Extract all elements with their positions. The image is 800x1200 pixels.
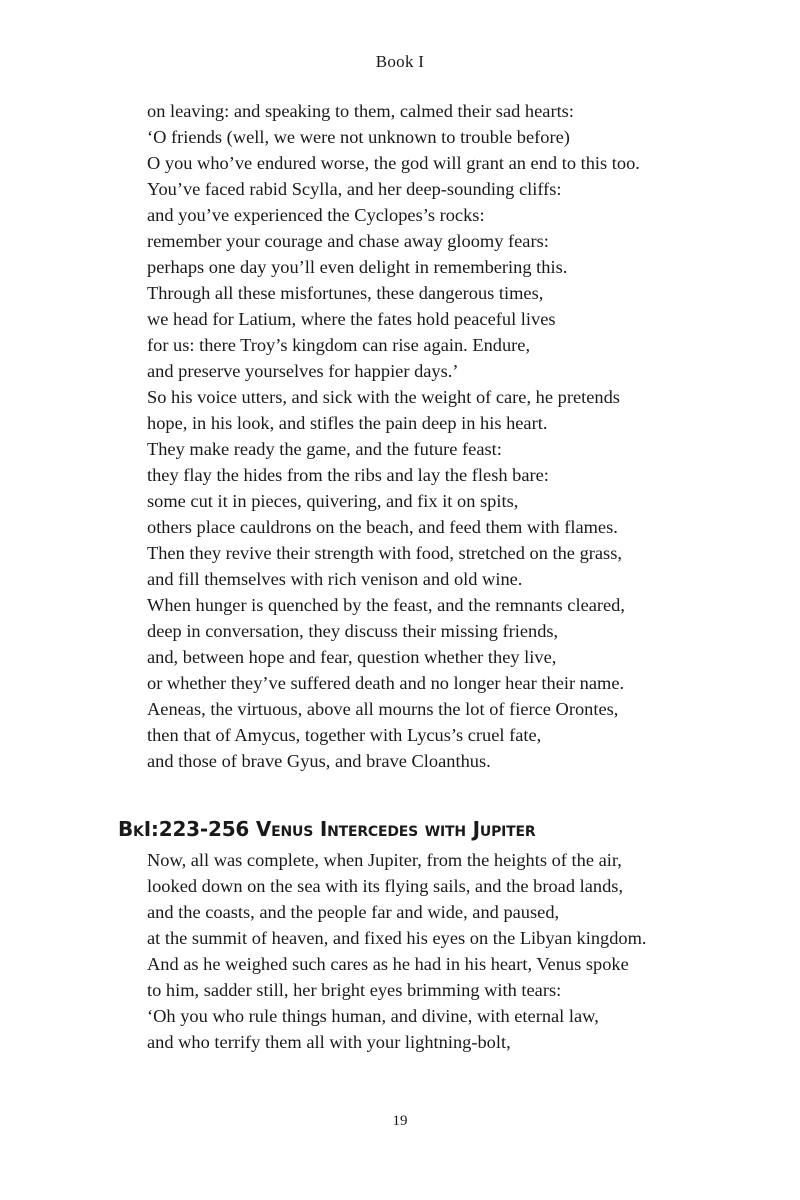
verse-line: Aeneas, the virtuous, above all mourns the lot of fierce Orontes, [147,699,619,719]
verse-line: Now, all was complete, when Jupiter, from the heights of the air, [147,850,622,870]
verse-line: and, between hope and fear, question whether they live, [147,647,557,667]
verse-line: Through all these misfortunes, these dangerous times, [147,283,544,303]
section-heading: BkI:223-256 Venus Intercedes with Jupiter [118,817,536,841]
verse-line: So his voice utters, and sick with the weight of care, he pretends [147,387,620,407]
verse-line: and who terrify them all with your lightning-bolt, [147,1032,511,1052]
verse-line: And as he weighed such cares as he had in his heart, Venus spoke [147,954,629,974]
verse-line: and you’ve experienced the Cyclopes’s rocks: [147,205,485,225]
verse-line: then that of Amycus, together with Lycus’s cruel fate, [147,725,542,745]
verse-line: hope, in his look, and stifles the pain deep in his heart. [147,413,548,433]
verse-line: looked down on the sea with its flying sails, and the broad lands, [147,876,624,896]
verse-line: some cut it in pieces, quivering, and fix it on spits, [147,491,519,511]
verse-line: or whether they’ve suffered death and no longer hear their name. [147,673,625,693]
running-head: Book I [375,52,425,71]
verse-line: ‘Oh you who rule things human, and divine, with eternal law, [147,1006,599,1026]
page-number: 19 [392,1113,408,1129]
verse-passage-2 [147,847,647,1055]
verse-passage-1 [147,98,640,774]
verse-line: they flay the hides from the ribs and lay the flesh bare: [147,465,549,485]
verse-line: Then they revive their strength with food, stretched on the grass, [147,543,622,563]
verse-line: O you who’ve endured worse, the god will grant an end to this too. [147,153,640,173]
verse-line: and the coasts, and the people far and wide, and paused, [147,902,560,922]
verse-line: we head for Latium, where the fates hold peaceful lives [147,309,556,329]
verse-line: You’ve faced rabid Scylla, and her deep-sounding cliffs: [147,179,562,199]
verse-line: others place cauldrons on the beach, and feed them with flames. [147,517,618,537]
verse-line: to him, sadder still, her bright eyes brimming with tears: [147,980,562,1000]
verse-line: deep in conversation, they discuss their missing friends, [147,621,559,641]
verse-line: ‘O friends (well, we were not unknown to trouble before) [147,127,570,147]
verse-line: for us: there Troy’s kingdom can rise again. Endure, [147,335,531,355]
verse-line: When hunger is quenched by the feast, and the remnants cleared, [147,595,625,615]
verse-line: on leaving: and speaking to them, calmed their sad hearts: [147,101,574,121]
verse-line: and fill themselves with rich venison and old wine. [147,569,523,589]
verse-line: at the summit of heaven, and fixed his eyes on the Libyan kingdom. [147,928,647,948]
verse-line: and preserve yourselves for happier days.’ [147,361,459,381]
verse-line: perhaps one day you’ll even delight in remembering this. [147,257,568,277]
verse-line: They make ready the game, and the future feast: [147,439,502,459]
verse-line: and those of brave Gyus, and brave Cloanthus. [147,751,491,771]
verse-line: remember your courage and chase away gloomy fears: [147,231,549,251]
